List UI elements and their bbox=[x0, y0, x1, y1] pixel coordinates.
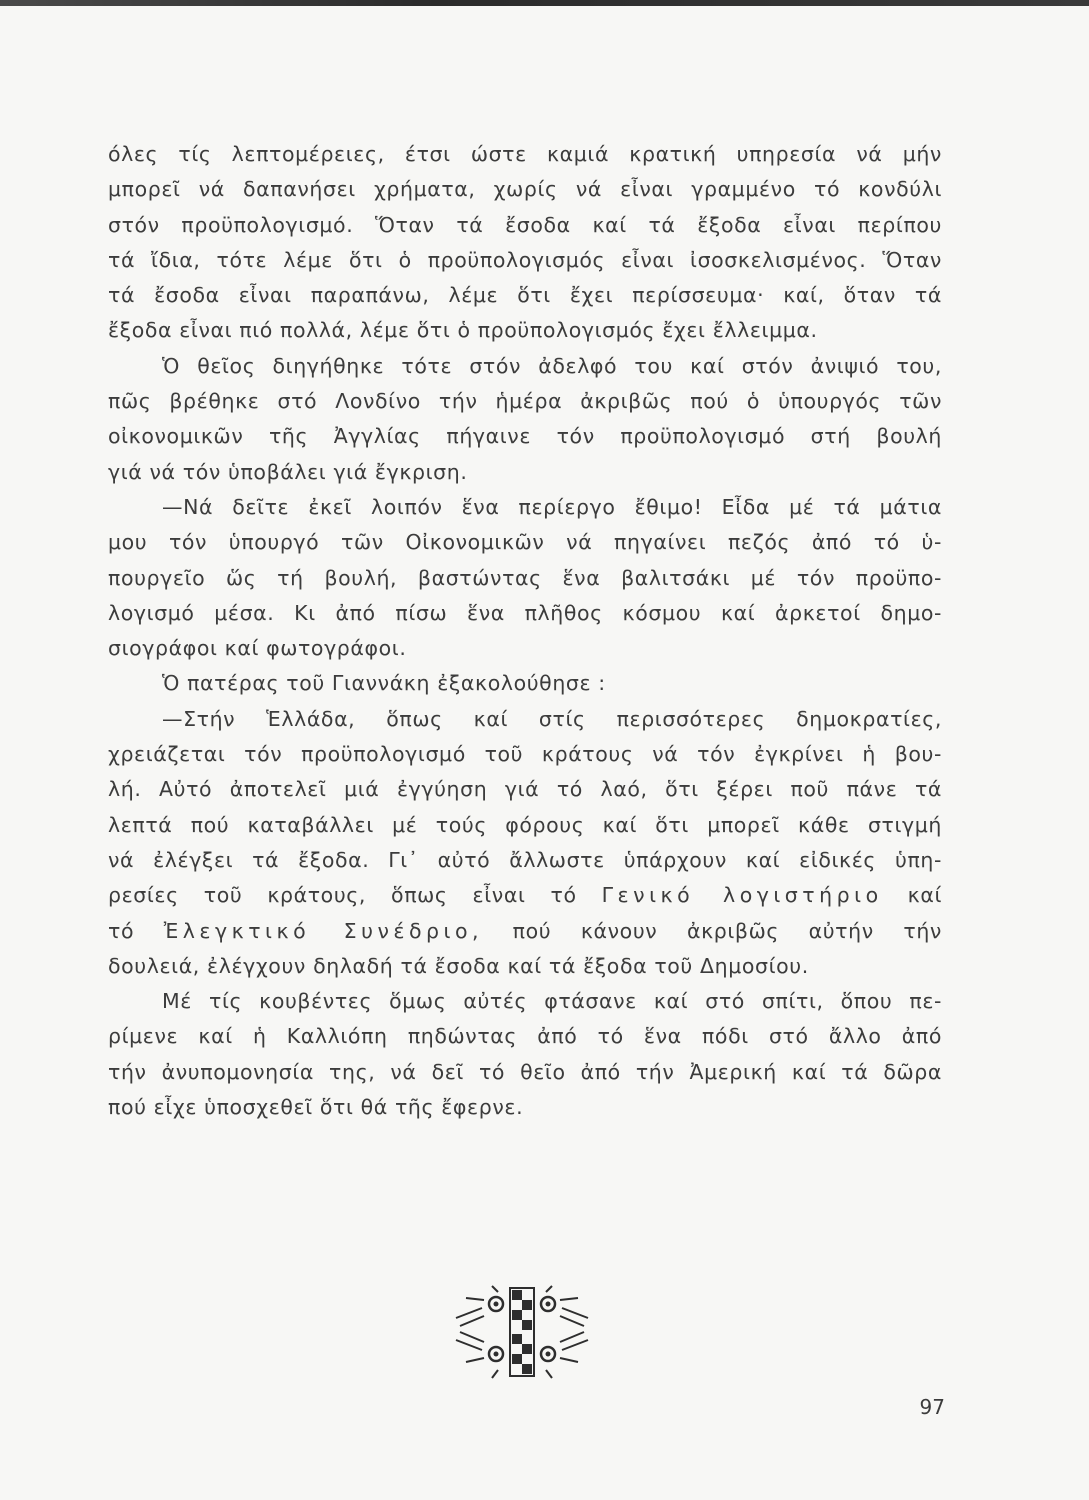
text-line: Μέ τίς κουβέντες ὅμως αὐτές φτάσανε καί στό σπίτι, ὅπου πε- bbox=[162, 989, 942, 1014]
text-line: νά ἐλέγξει τά ἔξοδα. Γι᾿ αὐτό ἄλλωστε ὑπάρχουν καί εἰδικές ὑπη- bbox=[108, 847, 942, 872]
text-line: πουργεῖο ὥς τή βουλή, βαστώντας ἕνα βαλιτσάκι μέ τόν προϋπο- bbox=[108, 565, 942, 590]
text-line: ρίμενε καί ἡ Καλλιόπη πηδώντας ἀπό τό ἕνα πόδι στό ἄλλο ἀπό bbox=[108, 1024, 942, 1049]
text-line: λή. Αὐτό ἀποτελεῖ μιά ἐγγύηση γιά τό λαό, ὅτι ξέρει ποῦ πάνε τά bbox=[108, 777, 942, 802]
text-line bbox=[108, 878, 942, 913]
text-fragment: πού κάνουν ἀκριβῶς αὐτήν τήν bbox=[512, 918, 942, 943]
text-line: Ὁ θεῖος διηγήθηκε τότε στόν ἀδελφό του καί στόν ἀνιψιό του, bbox=[162, 353, 942, 378]
text-line: —Στήν Ἑλλάδα, ὅπως καί στίς περισσότερες δημοκρατίες, bbox=[162, 706, 942, 731]
text-line: —Νά δεῖτε ἐκεῖ λοιπόν ἕνα περίεργο ἔθιμο! Εἶδα μέ τά μάτια bbox=[162, 494, 942, 519]
body-text bbox=[108, 137, 942, 1125]
text-line: τά ἴδια, τότε λέμε ὅτι ὁ προϋπολογισμός εἶναι ἰσοσκελισμένος. Ὅταν bbox=[108, 247, 942, 272]
text-line: πού εἶχε ὑποσχεθεῖ ὅτι θά τῆς ἔφερνε. bbox=[108, 1095, 524, 1120]
spaced-term: Ἐλεγκτικό Συνέδριο, bbox=[163, 918, 484, 943]
text-line: μπορεῖ νά δαπανήσει χρήματα, χωρίς νά εἶναι γραμμένο τό κονδύλι bbox=[108, 177, 942, 202]
text-line: ἔξοδα εἶναι πιό πολλά, λέμε ὅτι ὁ προϋπολογισμός ἔχει ἔλλειμμα. bbox=[108, 318, 818, 343]
scan-top-edge bbox=[0, 0, 1089, 6]
text-line: τά ἔσοδα εἶναι παραπάνω, λέμε ὅτι ἔχει περίσσευμα· καί, ὅταν τά bbox=[108, 283, 942, 308]
text-line: στόν προϋπολογισμό. Ὅταν τά ἔσοδα καί τά ἔξοδα εἶναι περίπου bbox=[108, 212, 942, 237]
text-fragment: καί bbox=[907, 883, 942, 908]
fleuron-ornament-icon bbox=[452, 1278, 592, 1386]
text-line: χρειάζεται τόν προϋπολογισμό τοῦ κράτους νά τόν ἐγκρίνει ἡ βου- bbox=[108, 742, 942, 767]
text-line: οἰκονομικῶν τῆς Ἀγγλίας πήγαινε τόν προϋπολογισμό στή βουλή bbox=[108, 424, 942, 449]
text-line: λεπτά πού καταβάλλει μέ τούς φόρους καί ὅτι μπορεῖ κάθε στιγμή bbox=[108, 812, 942, 837]
text-line: όλες τίς λεπτομέρειες, έτσι ώστε καμιά κρατική υπηρεσία νά μήν bbox=[108, 142, 942, 166]
text-line: λογισμό μέσα. Κι ἀπό πίσω ἕνα πλῆθος κόσμου καί ἀρκετοί δημο- bbox=[108, 600, 942, 625]
spaced-term: Γενικό λογιστήριο bbox=[601, 883, 883, 908]
page-number: 97 bbox=[919, 1395, 945, 1419]
text-line: σιογράφοι καί φωτογράφοι. bbox=[108, 636, 407, 661]
text-line bbox=[108, 914, 942, 949]
text-fragment: τό bbox=[108, 918, 135, 943]
text-line: Ὁ πατέρας τοῦ Γιαννάκη ἐξακολούθησε : bbox=[162, 671, 606, 696]
text-fragment: ρεσίες τοῦ κράτους, ὅπως εἶναι τό bbox=[108, 883, 577, 908]
text-line: πῶς βρέθηκε στό Λονδίνο τήν ἡμέρα ἀκριβῶς πού ὁ ὑπουργός τῶν bbox=[108, 389, 942, 414]
text-line: τήν ἀνυπομονησία της, νά δεῖ τό θεῖο ἀπό τήν Ἀμερική καί τά δῶρα bbox=[108, 1059, 942, 1084]
text-line: δουλειά, ἐλέγχουν δηλαδή τά ἔσοδα καί τά ἔξοδα τοῦ Δημοσίου. bbox=[108, 953, 809, 978]
text-line: γιά νά τόν ὑποβάλει γιά ἔγκριση. bbox=[108, 459, 468, 484]
text-line: μου τόν ὑπουργό τῶν Οἰκονομικῶν νά πηγαίνει πεζός ἀπό τό ὑ- bbox=[108, 530, 942, 555]
